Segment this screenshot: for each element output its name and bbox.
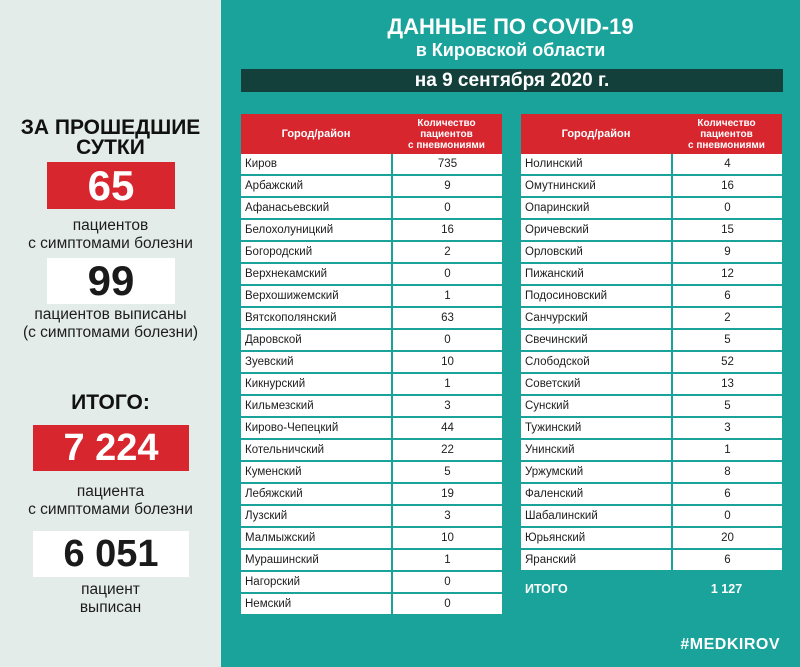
district-value: 1 <box>671 440 782 462</box>
district-value: 9 <box>391 176 502 198</box>
district-name: Подосиновский <box>521 286 671 308</box>
district-name: Белохолуницкий <box>241 220 391 242</box>
count-column-header <box>671 114 782 154</box>
district-value: 9 <box>671 242 782 264</box>
district-value: 3 <box>671 418 782 440</box>
district-value: 19 <box>391 484 502 506</box>
district-name: Слободской <box>521 352 671 374</box>
table-row <box>521 374 782 396</box>
district-value: 5 <box>671 330 782 352</box>
district-name: Нагорский <box>241 572 391 594</box>
count-header-line3: с пневмониями <box>688 139 765 151</box>
district-name: Тужинский <box>521 418 671 440</box>
district-value: 1 <box>391 550 502 572</box>
district-name: Юрьянский <box>521 528 671 550</box>
district-value: 12 <box>671 264 782 286</box>
district-name: Уржумский <box>521 462 671 484</box>
daily-discharged-caption-line1: пациентов выписаны <box>34 306 187 323</box>
district-value: 0 <box>671 198 782 220</box>
district-name: Кильмезский <box>241 396 391 418</box>
table-row <box>241 154 502 176</box>
table-row <box>521 396 782 418</box>
district-value: 13 <box>671 374 782 396</box>
district-value: 15 <box>671 220 782 242</box>
total-cases-value: 7 224 <box>33 425 189 471</box>
district-name: Нолинский <box>521 154 671 176</box>
district-value: 52 <box>671 352 782 374</box>
district-name: Кирово-Чепецкий <box>241 418 391 440</box>
district-value: 5 <box>671 396 782 418</box>
district-value: 2 <box>391 242 502 264</box>
district-name: Котельничский <box>241 440 391 462</box>
district-value: 0 <box>391 594 502 616</box>
district-name: Орловский <box>521 242 671 264</box>
districts-table-right <box>521 114 782 606</box>
daily-cases-caption-line1: пациентов <box>72 217 149 234</box>
table-row <box>241 440 502 462</box>
table-row <box>241 264 502 286</box>
table-row <box>521 220 782 242</box>
data-panel <box>221 0 800 667</box>
period-title-line2: СУТКИ <box>76 136 145 159</box>
district-name: Зуевский <box>241 352 391 374</box>
table-row <box>241 462 502 484</box>
period-title-line1: ЗА ПРОШЕДШИЕ <box>20 116 201 139</box>
table-row <box>521 264 782 286</box>
table-row <box>521 462 782 484</box>
table-row <box>241 594 502 616</box>
district-column-header: Город/район <box>241 114 391 154</box>
total-value: 1 127 <box>671 572 782 606</box>
total-discharged-caption-line1: пациент <box>81 581 140 598</box>
district-name: Омутнинский <box>521 176 671 198</box>
table-row <box>241 330 502 352</box>
district-value: 20 <box>671 528 782 550</box>
district-name: Опаринский <box>521 198 671 220</box>
daily-cases-value: 65 <box>47 162 175 209</box>
daily-discharged-caption-line2: (с симптомами болезни) <box>22 324 199 341</box>
table-row <box>521 198 782 220</box>
table-row <box>241 484 502 506</box>
district-value: 3 <box>391 396 502 418</box>
district-value: 0 <box>671 506 782 528</box>
district-value: 0 <box>391 198 502 220</box>
total-row <box>521 572 782 606</box>
district-name: Мурашинский <box>241 550 391 572</box>
district-name: Немский <box>241 594 391 616</box>
table-row <box>241 506 502 528</box>
district-value: 3 <box>391 506 502 528</box>
count-header-line2: пациентов <box>700 128 753 140</box>
district-name: Оричевский <box>521 220 671 242</box>
total-title: ИТОГО: <box>71 391 150 414</box>
district-name: Даровской <box>241 330 391 352</box>
table-row <box>241 198 502 220</box>
district-value: 8 <box>671 462 782 484</box>
total-discharged-value: 6 051 <box>33 531 189 577</box>
district-name: Лузский <box>241 506 391 528</box>
district-name: Шабалинский <box>521 506 671 528</box>
count-header-line3: с пневмониями <box>408 139 485 151</box>
page-title: ДАННЫЕ ПО COVID-19 <box>387 14 634 39</box>
table-row <box>521 418 782 440</box>
total-cases-caption-line1: пациента <box>76 483 145 500</box>
table-row <box>521 176 782 198</box>
district-value: 16 <box>671 176 782 198</box>
district-value: 1 <box>391 286 502 308</box>
table-row <box>521 154 782 176</box>
district-value: 6 <box>671 286 782 308</box>
table-row <box>521 528 782 550</box>
district-value: 10 <box>391 352 502 374</box>
district-value: 0 <box>391 330 502 352</box>
table-row <box>521 242 782 264</box>
district-value: 10 <box>391 528 502 550</box>
district-name: Санчурский <box>521 308 671 330</box>
table-row <box>241 286 502 308</box>
district-value: 0 <box>391 572 502 594</box>
table-row <box>521 550 782 572</box>
table-row <box>521 286 782 308</box>
total-discharged-caption-line2: выписан <box>79 599 142 616</box>
district-name: Афанасьевский <box>241 198 391 220</box>
district-name: Арбажский <box>241 176 391 198</box>
total-cases-caption-line2: с симптомами болезни <box>28 501 193 518</box>
district-value: 6 <box>671 550 782 572</box>
table-row <box>521 352 782 374</box>
date-banner: на 9 сентября 2020 г. <box>241 69 783 92</box>
district-name: Советский <box>521 374 671 396</box>
district-name: Лебяжский <box>241 484 391 506</box>
district-value: 5 <box>391 462 502 484</box>
table-row <box>241 528 502 550</box>
table-row <box>241 308 502 330</box>
district-name: Куменский <box>241 462 391 484</box>
table-header-row <box>241 114 502 154</box>
page-subtitle: в Кировской области <box>415 40 606 60</box>
district-value: 0 <box>391 264 502 286</box>
district-name: Вятскополянский <box>241 308 391 330</box>
table-row <box>521 308 782 330</box>
district-value: 4 <box>671 154 782 176</box>
table-row <box>241 572 502 594</box>
district-name: Киров <box>241 154 391 176</box>
district-name: Малмыжский <box>241 528 391 550</box>
summary-panel <box>0 0 221 667</box>
total-label: ИТОГО <box>521 572 671 606</box>
district-value: 2 <box>671 308 782 330</box>
district-value: 63 <box>391 308 502 330</box>
hashtag: #MEDKIROV <box>680 636 780 653</box>
table-row <box>241 176 502 198</box>
table-row <box>241 352 502 374</box>
district-name: Фаленский <box>521 484 671 506</box>
district-name: Кикнурский <box>241 374 391 396</box>
district-name: Свечинский <box>521 330 671 352</box>
districts-table-left <box>241 114 502 616</box>
count-header-line1: Количество <box>697 117 756 129</box>
district-name: Пижанский <box>521 264 671 286</box>
table-row <box>241 220 502 242</box>
count-header-line2: пациентов <box>420 128 473 140</box>
table-row <box>521 506 782 528</box>
table-row <box>241 418 502 440</box>
district-name: Яранский <box>521 550 671 572</box>
district-value: 1 <box>391 374 502 396</box>
district-value: 44 <box>391 418 502 440</box>
count-column-header <box>391 114 502 154</box>
table-header-row <box>521 114 782 154</box>
table-row <box>521 330 782 352</box>
daily-discharged-value: 99 <box>47 258 175 304</box>
district-value: 6 <box>671 484 782 506</box>
table-row <box>241 374 502 396</box>
district-value: 16 <box>391 220 502 242</box>
district-name: Унинский <box>521 440 671 462</box>
table-row <box>521 484 782 506</box>
district-column-header: Город/район <box>521 114 671 154</box>
count-header-line1: Количество <box>417 117 476 129</box>
table-row <box>241 550 502 572</box>
table-row <box>241 396 502 418</box>
district-name: Верхнекамский <box>241 264 391 286</box>
daily-cases-caption-line2: с симптомами болезни <box>28 235 193 252</box>
district-name: Сунский <box>521 396 671 418</box>
district-name: Верхошижемский <box>241 286 391 308</box>
district-value: 735 <box>391 154 502 176</box>
table-row <box>241 242 502 264</box>
table-row <box>521 440 782 462</box>
district-value: 22 <box>391 440 502 462</box>
district-name: Богородский <box>241 242 391 264</box>
